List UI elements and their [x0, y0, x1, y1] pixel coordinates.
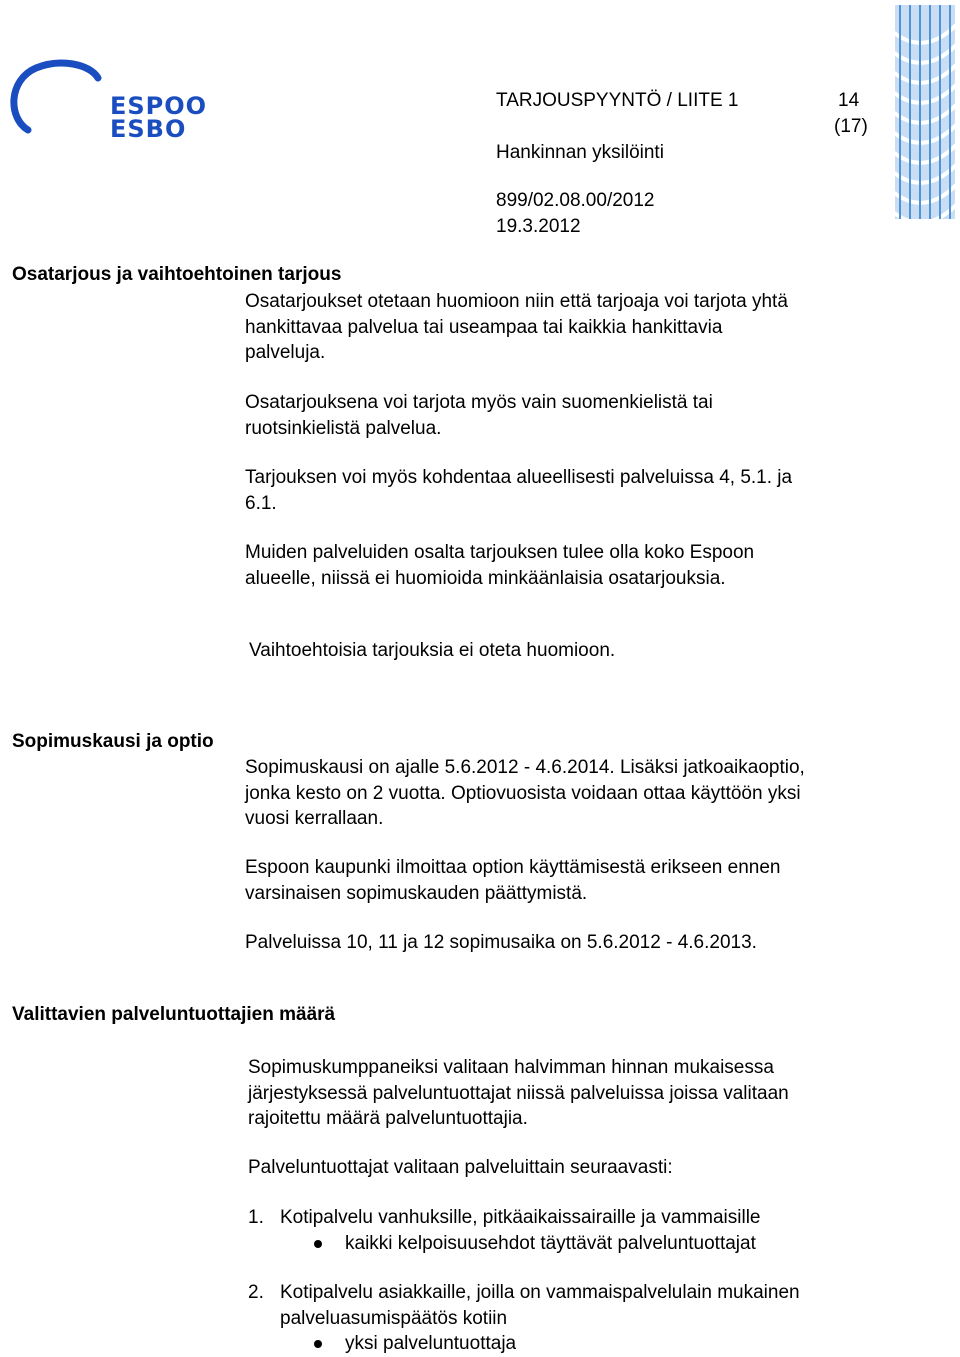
text-line: Kotipalvelu asiakkaille, joilla on vammaispalvelulain mukainen: [280, 1282, 800, 1303]
text-line: Sopimuskumppaneiksi valitaan halvimman hinnan mukaisessa: [248, 1057, 774, 1078]
paragraph-valittavien-2: Palveluntuottajat valitaan palveluittain seuraavasti:: [248, 1157, 673, 1178]
text-line: Osatarjoukset otetaan huomioon niin että tarjoaja voi tarjota yhtä: [245, 291, 788, 312]
paragraph-osatarjous-4: [245, 540, 754, 591]
list-sub-bullet: [314, 1231, 928, 1257]
paragraph-sopimuskausi-3: Palveluissa 10, 11 ja 12 sopimusaika on 5.6.2012 - 4.6.2013.: [245, 932, 757, 953]
bullet-icon: [314, 1240, 322, 1248]
list-item-heading: [248, 1205, 928, 1231]
list-text: [280, 1280, 800, 1331]
page-total: (17): [834, 116, 868, 137]
logo-word-esbo: ESBO: [110, 115, 187, 143]
bullet-text: kaikki kelpoisuusehdot täyttävät palveluntuottajat: [345, 1232, 756, 1254]
text-line: hankittavaa palvelua tai useampaa tai kaikkia hankittavia: [245, 316, 723, 338]
list-item: [248, 1280, 928, 1357]
text-line: ruotsinkielistä palvelua.: [245, 417, 442, 439]
text-line: Tarjouksen voi myös kohdentaa alueellisesti palveluissa 4, 5.1. ja: [245, 467, 793, 488]
text-line: Espoon kaupunki ilmoittaa option käyttämisestä erikseen ennen: [245, 857, 781, 878]
text-line: rajoitettu määrä palveluntuottajia.: [248, 1108, 528, 1129]
section-heading-sopimuskausi: Sopimuskausi ja optio: [12, 731, 214, 752]
section-heading-valittavien: Valittavien palveluntuottajien määrä: [12, 1004, 336, 1025]
text-line: alueelle, niissä ei huomioida minkäänlaisia osatarjouksia.: [245, 567, 726, 589]
paragraph-osatarjous-3: [245, 465, 792, 516]
text-line: 6.1.: [245, 492, 277, 514]
text-line: palveluja.: [245, 342, 326, 363]
espoo-logo: [8, 58, 208, 143]
text-line: jonka kesto on 2 vuotta. Optiovuosista voidaan ottaa käyttöön yksi: [245, 782, 801, 804]
document-title: TARJOUSPYYNTÖ / LIITE 1: [496, 90, 739, 111]
text-line: Osatarjouksena voi tarjota myös vain suomenkielistä tai: [245, 392, 713, 413]
list-sub-bullet: [314, 1331, 928, 1357]
document-date: 19.3.2012: [496, 216, 581, 237]
text-line: palveluasumispäätös kotiin: [280, 1307, 508, 1329]
text-line: Sopimuskausi on ajalle 5.6.2012 - 4.6.2014. Lisäksi jatkoaikaoptio,: [245, 757, 805, 778]
striped-blue-arc-icon: [895, 5, 955, 219]
reference-number: 899/02.08.00/2012: [496, 190, 655, 211]
paragraph-sopimuskausi-2: [245, 855, 781, 906]
text-line: järjestyksessä palveluntuottajat niissä palveluissa joissa valitaan: [248, 1082, 789, 1104]
text-line: Muiden palveluiden osalta tarjouksen tulee olla koko Espoon: [245, 542, 755, 563]
list-number: 1.: [248, 1207, 264, 1228]
corner-graphic: [895, 5, 955, 219]
section-heading-osatarjous: Osatarjous ja vaihtoehtoinen tarjous: [12, 264, 342, 285]
page-number: 14: [838, 90, 860, 111]
list-item-heading: [248, 1280, 928, 1331]
list-number: 2.: [248, 1282, 264, 1303]
text-line: vuosi kerrallaan.: [245, 808, 384, 829]
paragraph-osatarjous-1: [245, 289, 788, 366]
list-text: Kotipalvelu vanhuksille, pitkäaikaissairaille ja vammaisille: [280, 1207, 761, 1228]
bullet-text: yksi palveluntuottaja: [345, 1333, 517, 1354]
text-line: varsinaisen sopimuskauden päättymistä.: [245, 882, 588, 904]
paragraph-sopimuskausi-1: [245, 755, 805, 832]
document-subtitle: Hankinnan yksilöinti: [496, 142, 664, 163]
paragraph-osatarjous-2: [245, 390, 713, 441]
bullet-icon: [314, 1340, 322, 1348]
list-item: [248, 1205, 928, 1256]
paragraph-valittavien-1: [248, 1055, 789, 1132]
logo-word-espoo: ESPOO: [110, 92, 208, 120]
paragraph-osatarjous-5: Vaihtoehtoisia tarjouksia ei oteta huomioon.: [249, 640, 616, 661]
logo-ring-icon: [8, 58, 118, 138]
